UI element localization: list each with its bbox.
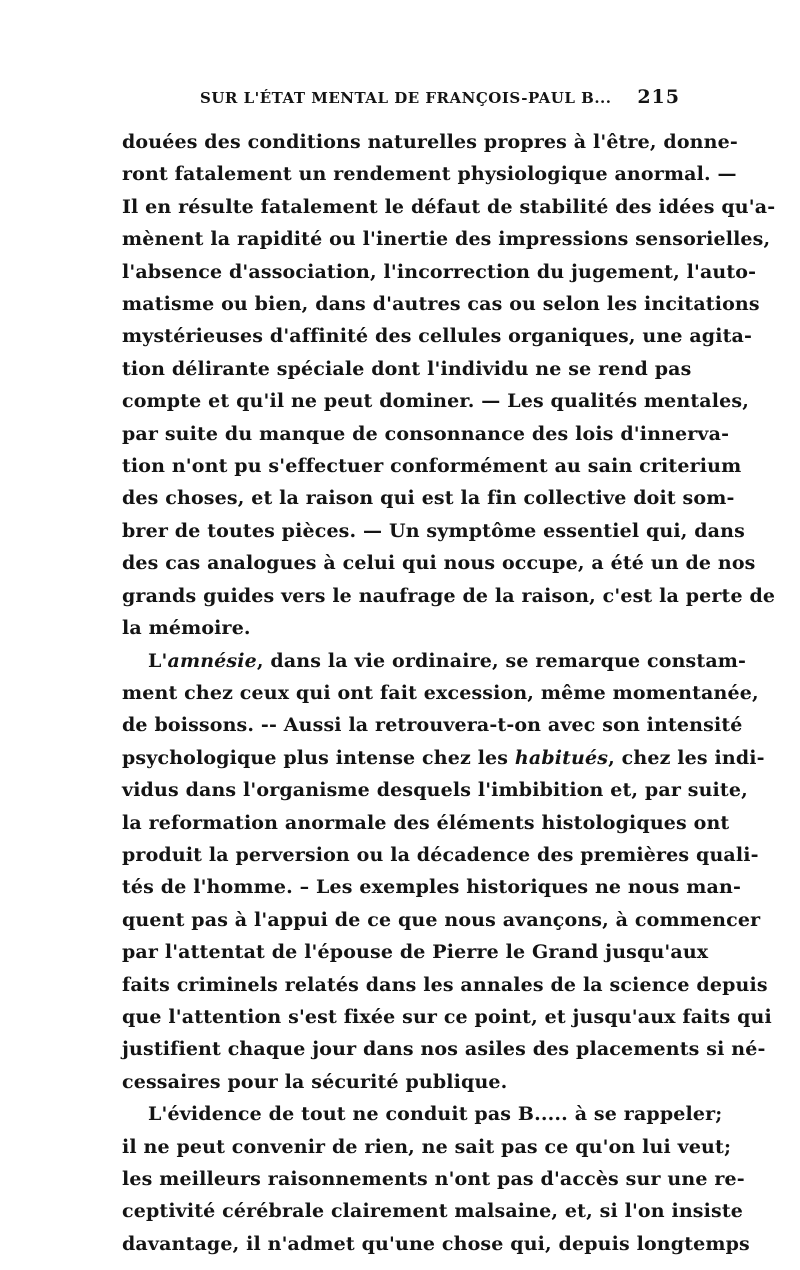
italic-term: habitués	[514, 746, 609, 769]
text-fragment: , chez les indi-	[608, 746, 765, 769]
text-line: ceptivité cérébrale clairement malsaine, et, si l'on insiste	[122, 1200, 744, 1223]
text-line: Il en résulte fatalement le défaut de stabilité des idées qu'a-	[122, 195, 776, 218]
text-line: mènent la rapidité ou l'inertie des impressions sensorielles,	[122, 228, 771, 251]
text-line	[122, 742, 765, 774]
text-line: des choses, et la raison qui est la fin collective doit som-	[122, 487, 735, 510]
text-line: produit la perversion ou la décadence des premières quali-	[122, 843, 759, 866]
text-line: matisme ou bien, dans d'autres cas ou selon les incitations	[122, 293, 760, 316]
text-line: par l'attentat de l'épouse de Pierre le Grand jusqu'aux	[122, 941, 709, 964]
text-line: L'évidence de tout ne conduit pas B..... à se rappeler;	[148, 1103, 723, 1126]
text-line: l'absence d'association, l'incorrection du jugement, l'auto-	[122, 260, 757, 283]
paragraph-3	[122, 1098, 750, 1260]
book-page	[122, 86, 776, 1260]
paragraph-2	[122, 645, 772, 1099]
text-line: davantage, il n'admet qu'une chose qui, depuis longtemps	[122, 1232, 750, 1255]
text-line: douées des conditions naturelles propres à l'être, donne-	[122, 131, 738, 153]
text-line: tés de l'homme. – Les exemples historiques ne nous man-	[122, 876, 741, 899]
text-line: de boissons. -- Aussi la retrouvera-t-on avec son intensité	[122, 714, 743, 737]
text-line: justifient chaque jour dans nos asiles des placements si né-	[122, 1038, 766, 1061]
text-line: ront fatalement un rendement physiologique anormal. —	[122, 163, 737, 186]
text-line: il ne peut convenir de rien, ne sait pas ce qu'on lui veut;	[122, 1135, 732, 1158]
italic-term: amnésie	[167, 649, 257, 672]
text-line: tion délirante spéciale dont l'individu ne se rend pas	[122, 357, 692, 380]
text-line: mystérieuses d'affinité des cellules organiques, une agita-	[122, 325, 753, 348]
text-line: que l'attention s'est fixée sur ce point, et jusqu'aux faits qui	[122, 1005, 772, 1028]
text-line: la reformation anormale des éléments histologiques ont	[122, 811, 730, 834]
text-line: brer de toutes pièces. — Un symptôme essentiel qui, dans	[122, 519, 745, 542]
text-line: quent pas à l'appui de ce que nous avançons, à commencer	[122, 908, 761, 931]
text-line: faits criminels relatés dans les annales de la science depuis	[122, 973, 768, 996]
text-line: compte et qu'il ne peut dominer. — Les qualités mentales,	[122, 390, 749, 413]
text-body	[122, 126, 776, 1260]
text-line: des cas analogues à celui qui nous occupe, a été un de nos	[122, 552, 756, 575]
text-line: tion n'ont pu s'effectuer conformément au sain criterium	[122, 455, 742, 478]
paragraph-1	[122, 126, 776, 645]
page-number: 215	[637, 86, 680, 108]
text-fragment: L'	[148, 649, 168, 672]
text-line: grands guides vers le naufrage de la raison, c'est la perte de	[122, 584, 776, 607]
text-line: les meilleurs raisonnements n'ont pas d'accès sur une re-	[122, 1168, 745, 1190]
text-line: par suite du manque de consonnance des lois d'innerva-	[122, 422, 730, 445]
text-line: la mémoire.	[122, 617, 251, 640]
running-title: SUR L'ÉTAT MENTAL DE FRANÇOIS-PAUL B...	[200, 89, 612, 107]
running-head	[122, 86, 680, 126]
text-line	[122, 645, 747, 677]
text-line: ment chez ceux qui ont fait excession, même momentanée,	[122, 681, 759, 704]
text-line: cessaires pour la sécurité publique.	[122, 1070, 508, 1093]
text-fragment: , dans la vie ordinaire, se remarque constam-	[256, 649, 747, 672]
text-fragment: psychologique plus intense chez les	[122, 746, 515, 769]
text-line: vidus dans l'organisme desquels l'imbibition et, par suite,	[122, 779, 748, 802]
